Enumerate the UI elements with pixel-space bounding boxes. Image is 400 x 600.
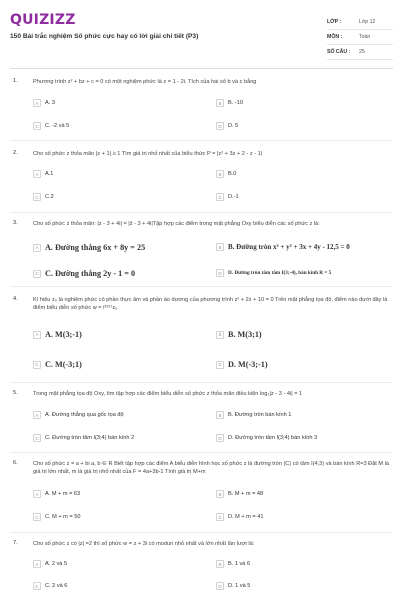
- option-a[interactable]: [33, 99, 55, 107]
- meta-value: 25: [359, 49, 365, 55]
- question-text: Cho số phức z = a + bi a, b ∈ R Biết tập hợp các điểm A biểu diễn hình học số phức z là đường tròn (C) có tâm I(4;3) và bán kính R=3 Đặt M là giá trị lớn nhất, m là giá trị nhỏ nhất của F = 4a+3b-1 Tính giá trị M+m: [33, 461, 389, 475]
- option-text: B. 1 và 6: [228, 561, 251, 567]
- option-b[interactable]: [216, 170, 236, 178]
- question-divider: [10, 140, 393, 141]
- option-text: B.0: [228, 171, 237, 177]
- option-text: A.1: [45, 171, 54, 177]
- option-letter: C: [33, 361, 41, 369]
- option-a[interactable]: [33, 330, 82, 339]
- option-text: B. M(3;1): [228, 330, 262, 339]
- option-letter: A: [33, 411, 41, 419]
- option-d[interactable]: [216, 122, 238, 130]
- option-c[interactable]: [33, 193, 54, 201]
- question-divider: [10, 212, 393, 213]
- option-text: A. M(3;-1): [45, 330, 82, 339]
- option-letter: B: [216, 560, 224, 568]
- option-b[interactable]: [216, 411, 291, 419]
- question-number: 7.: [13, 540, 18, 546]
- option-letter: B: [216, 411, 224, 419]
- option-letter: B: [216, 331, 224, 339]
- option-c[interactable]: [33, 360, 82, 369]
- question-text: Cho số phức z thỏa mãn |z + 1| ≥ 1 Tìm giá trị nhỏ nhất của biểu thức P = |z² + 3z + 2 - z - 1|: [33, 151, 263, 157]
- question-text: Cho số phức z thỏa mãn: |z - 3 + 4i| = |z̄ - 3 + 4i|Tập hợp các điểm trong mặt phẳng Oxy biểu diễn các số phức z là:: [33, 221, 320, 227]
- option-text: C. -2 và 5: [45, 123, 70, 129]
- option-a[interactable]: [33, 560, 67, 568]
- option-letter: B: [216, 490, 224, 498]
- option-letter: A: [33, 490, 41, 498]
- option-letter: B: [216, 243, 224, 251]
- option-text: A. 3: [45, 100, 55, 106]
- option-letter: D: [216, 434, 224, 442]
- option-b[interactable]: [216, 99, 243, 107]
- question-number: 6.: [13, 460, 18, 466]
- question-text: Cho số phức z có |z| =2 thì số phức w = z + 3i có modun nhỏ nhất và lớn nhất lần lượt là:: [33, 541, 255, 547]
- option-d[interactable]: [216, 582, 250, 590]
- option-text: C. Đường tròn tâm I(3;4) bán kính 2: [45, 435, 135, 441]
- option-text: D. 1 và 5: [228, 583, 251, 589]
- question-number: 5.: [13, 390, 18, 396]
- option-letter: C: [33, 270, 41, 278]
- page-header: [0, 0, 400, 70]
- option-b[interactable]: [216, 560, 250, 568]
- option-text: B. -10: [228, 100, 243, 106]
- option-text: C.2: [45, 194, 54, 200]
- option-letter: D: [216, 193, 224, 201]
- option-c[interactable]: [33, 434, 134, 442]
- meta-label: LỚP :: [327, 19, 342, 25]
- option-text: A. Đường thẳng 6x + 8y = 25: [45, 243, 146, 252]
- meta-row-subject: [327, 30, 393, 45]
- option-c[interactable]: [33, 122, 69, 130]
- meta-info: [327, 15, 393, 60]
- option-letter: C: [33, 193, 41, 201]
- quizizz-logo: QUIZIZZ: [10, 12, 76, 28]
- option-letter: A: [33, 99, 41, 107]
- option-text: A. 2 và 5: [45, 561, 68, 567]
- option-letter: D: [216, 361, 224, 369]
- option-c[interactable]: [33, 513, 80, 521]
- meta-value: Toán: [359, 34, 371, 40]
- option-text: D. 5: [228, 123, 239, 129]
- option-text: D.-1: [228, 194, 239, 200]
- option-d[interactable]: [216, 360, 268, 369]
- option-b[interactable]: [216, 243, 350, 251]
- option-c[interactable]: [33, 582, 67, 590]
- option-a[interactable]: [33, 170, 53, 178]
- option-text: B. M + m = 48: [228, 491, 264, 497]
- option-text: D. Đường tròn tâm I(3;4) bán kính 3: [228, 435, 318, 441]
- option-letter: C: [33, 434, 41, 442]
- question-text: Kí hiệu z₀ là nghiệm phức có phần thực âm và phần ảo dương của phương trình z² + 2z + 10 = 0 Trên mặt phẳng tọa độ, điểm nào dưới đây là điểm biểu diễn số phức w = i²⁰¹⁷z₀: [33, 297, 388, 311]
- option-text: C. M + m = 50: [45, 514, 81, 520]
- option-letter: C: [33, 582, 41, 590]
- option-a[interactable]: [33, 490, 80, 498]
- option-text: A. Đường thẳng qua gốc tọa độ: [45, 412, 124, 418]
- meta-row-count: [327, 45, 393, 60]
- option-letter: C: [33, 513, 41, 521]
- option-a[interactable]: [33, 243, 145, 252]
- option-text: D. Đường tròn tâm tâm I(3;-4), bán kính R = 5: [228, 270, 332, 276]
- option-letter: A: [33, 560, 41, 568]
- question-number: 4.: [13, 296, 18, 302]
- option-b[interactable]: [216, 490, 263, 498]
- meta-value: Lớp 12: [359, 19, 376, 25]
- question-divider: [10, 286, 393, 287]
- option-d[interactable]: [216, 269, 331, 277]
- option-text: D. M(-3;-1): [228, 360, 268, 369]
- option-d[interactable]: [216, 513, 263, 521]
- option-letter: A: [33, 331, 41, 339]
- question-number: 1.: [13, 78, 18, 84]
- option-d[interactable]: [216, 193, 239, 201]
- question-divider: [10, 452, 393, 453]
- meta-row-class: [327, 15, 393, 30]
- option-text: C. M(-3;1): [45, 360, 82, 369]
- option-b[interactable]: [216, 330, 262, 339]
- option-letter: D: [216, 269, 224, 277]
- option-letter: A: [33, 244, 41, 252]
- question-number: 3.: [13, 220, 18, 226]
- option-letter: D: [216, 582, 224, 590]
- option-letter: B: [216, 170, 224, 178]
- option-letter: A: [33, 170, 41, 178]
- question-divider: [10, 382, 393, 383]
- option-letter: B: [216, 99, 224, 107]
- question-text: Phương trình z² + bz + c = 0 có một nghiệm phức là z = 1 - 2i. Tích của hai số b và c bằng: [33, 79, 257, 85]
- meta-label: SỐ CÂU :: [327, 49, 351, 55]
- option-letter: C: [33, 122, 41, 130]
- question-number: 2.: [13, 150, 18, 156]
- option-text: D. M + m = 41: [228, 514, 264, 520]
- meta-label: MÔN :: [327, 34, 343, 40]
- header-divider: [10, 68, 393, 69]
- option-d[interactable]: [216, 434, 317, 442]
- document-title: 150 Bài trắc nghiệm Số phức cực hay có lời giải chi tiết (P3): [10, 33, 199, 40]
- option-text: B. Đường tròn x² + y² + 3x + 4y - 12,5 = 0: [228, 243, 350, 251]
- option-text: C. 2 và 6: [45, 583, 68, 589]
- option-a[interactable]: [33, 411, 124, 419]
- option-letter: D: [216, 513, 224, 521]
- option-text: C. Đường thẳng 2y - 1 = 0: [45, 269, 136, 278]
- option-c[interactable]: [33, 269, 135, 278]
- question-divider: [10, 532, 393, 533]
- option-text: A. M + m = 63: [45, 491, 81, 497]
- option-letter: D: [216, 122, 224, 130]
- question-text: Trong mặt phẳng tọa độ Oxy, tìm tập hợp các điểm biểu diễn số phức z thỏa mãn điều kiện log₂|z - 3 - 4i| = 1: [33, 391, 303, 397]
- option-text: B. Đường tròn bán kính 1: [228, 412, 292, 418]
